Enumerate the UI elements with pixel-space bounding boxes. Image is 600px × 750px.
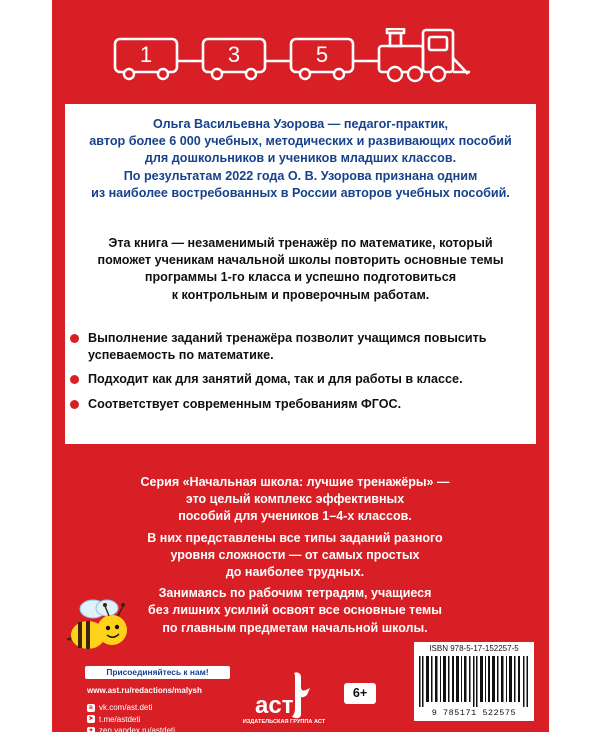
description-line: Эта книга — незаменимый тренажёр по математике, который bbox=[108, 236, 493, 250]
feature-item bbox=[70, 371, 530, 388]
description-line: к контрольным и проверочным работам. bbox=[171, 287, 430, 302]
series-line: Занимаясь по рабочим тетрадям, учащиеся bbox=[158, 586, 432, 601]
series-line: до наиболее трудных. bbox=[225, 565, 365, 580]
description-line: поможет ученикам начальной школы повторить основные темы bbox=[97, 253, 504, 268]
train-illustration bbox=[112, 28, 474, 84]
author-line: автор более 6 000 учебных, методических и развивающих пособий bbox=[89, 134, 512, 149]
book-description bbox=[65, 235, 536, 304]
feature-text: Подходит как для занятий дома, так и для работы в классе. bbox=[88, 372, 463, 387]
website-link[interactable]: www.ast.ru/redactions/malysh bbox=[87, 686, 202, 695]
social-link-zen[interactable] bbox=[87, 725, 175, 737]
series-line: пособий для учеников 1–4-х классов. bbox=[178, 509, 412, 524]
publisher-name: ИЗДАТЕЛЬСКАЯ ГРУППА АСТ bbox=[242, 719, 326, 725]
publisher-logo bbox=[255, 671, 315, 721]
social-links bbox=[87, 702, 175, 737]
bullet-dot-icon bbox=[70, 375, 79, 384]
feature-text: Выполнение заданий тренажёра позволит учащимся повысить успеваемость по математике. bbox=[88, 331, 487, 363]
info-panel bbox=[65, 104, 536, 444]
series-line: В них представлены все типы заданий разного bbox=[147, 530, 443, 545]
train-car-number: 1 bbox=[139, 42, 153, 67]
zen-icon: ✦ bbox=[88, 727, 94, 734]
join-us-banner: Присоединяйтесь к нам! bbox=[85, 666, 230, 679]
series-description bbox=[112, 474, 478, 637]
train-car-number: 3 bbox=[227, 42, 241, 67]
age-rating-badge: 6+ bbox=[344, 683, 376, 704]
author-line: для дошкольников и учеников младших классов. bbox=[144, 151, 457, 166]
bullet-dot-icon bbox=[70, 400, 79, 409]
social-link-text: t.me/astdeti bbox=[99, 714, 141, 724]
author-paragraph bbox=[65, 116, 536, 202]
series-line: Серия «Начальная школа: лучшие тренажёры» — bbox=[140, 475, 450, 489]
author-line: из наиболее востребованных в России авторов учебных пособий. bbox=[91, 185, 510, 200]
feature-item bbox=[70, 330, 530, 364]
bullet-dot-icon bbox=[70, 334, 79, 343]
feature-item bbox=[70, 396, 530, 413]
isbn-label: ISBN 978-5-17-152257-5 bbox=[429, 644, 519, 653]
feature-text: Соответствует современным требованиям ФГОС. bbox=[88, 396, 402, 411]
description-line: программы 1-го класса и успешно подготовиться bbox=[144, 270, 457, 285]
bee-icon bbox=[66, 597, 136, 655]
series-line: по главным предметам начальной школы. bbox=[162, 620, 428, 635]
author-line: По результатам 2022 года О. В. Узорова признана одним bbox=[123, 168, 478, 183]
barcode-number: 9 785171 522575 bbox=[431, 708, 517, 718]
logo-text: аст bbox=[255, 692, 294, 719]
isbn-barcode-block bbox=[414, 642, 534, 721]
vk-icon: в bbox=[87, 704, 95, 712]
feature-list bbox=[70, 330, 530, 420]
train-car-number: 5 bbox=[315, 42, 329, 67]
social-link-telegram[interactable] bbox=[87, 714, 175, 726]
author-line: Ольга Васильевна Узорова — педагог-практик, bbox=[152, 117, 449, 131]
social-link-vk[interactable] bbox=[87, 702, 175, 714]
series-line: уровня сложности — от самых простых bbox=[170, 547, 420, 562]
social-link-text: zen.yandex.ru/astdeti bbox=[99, 726, 176, 735]
barcode-icon bbox=[419, 656, 529, 707]
series-line: это целый комплекс эффективных bbox=[185, 492, 405, 507]
social-link-text: vk.com/ast.deti bbox=[99, 703, 153, 712]
telegram-icon: ➤ bbox=[88, 716, 94, 723]
series-line: без лишних усилий освоят все основные темы bbox=[148, 603, 442, 618]
